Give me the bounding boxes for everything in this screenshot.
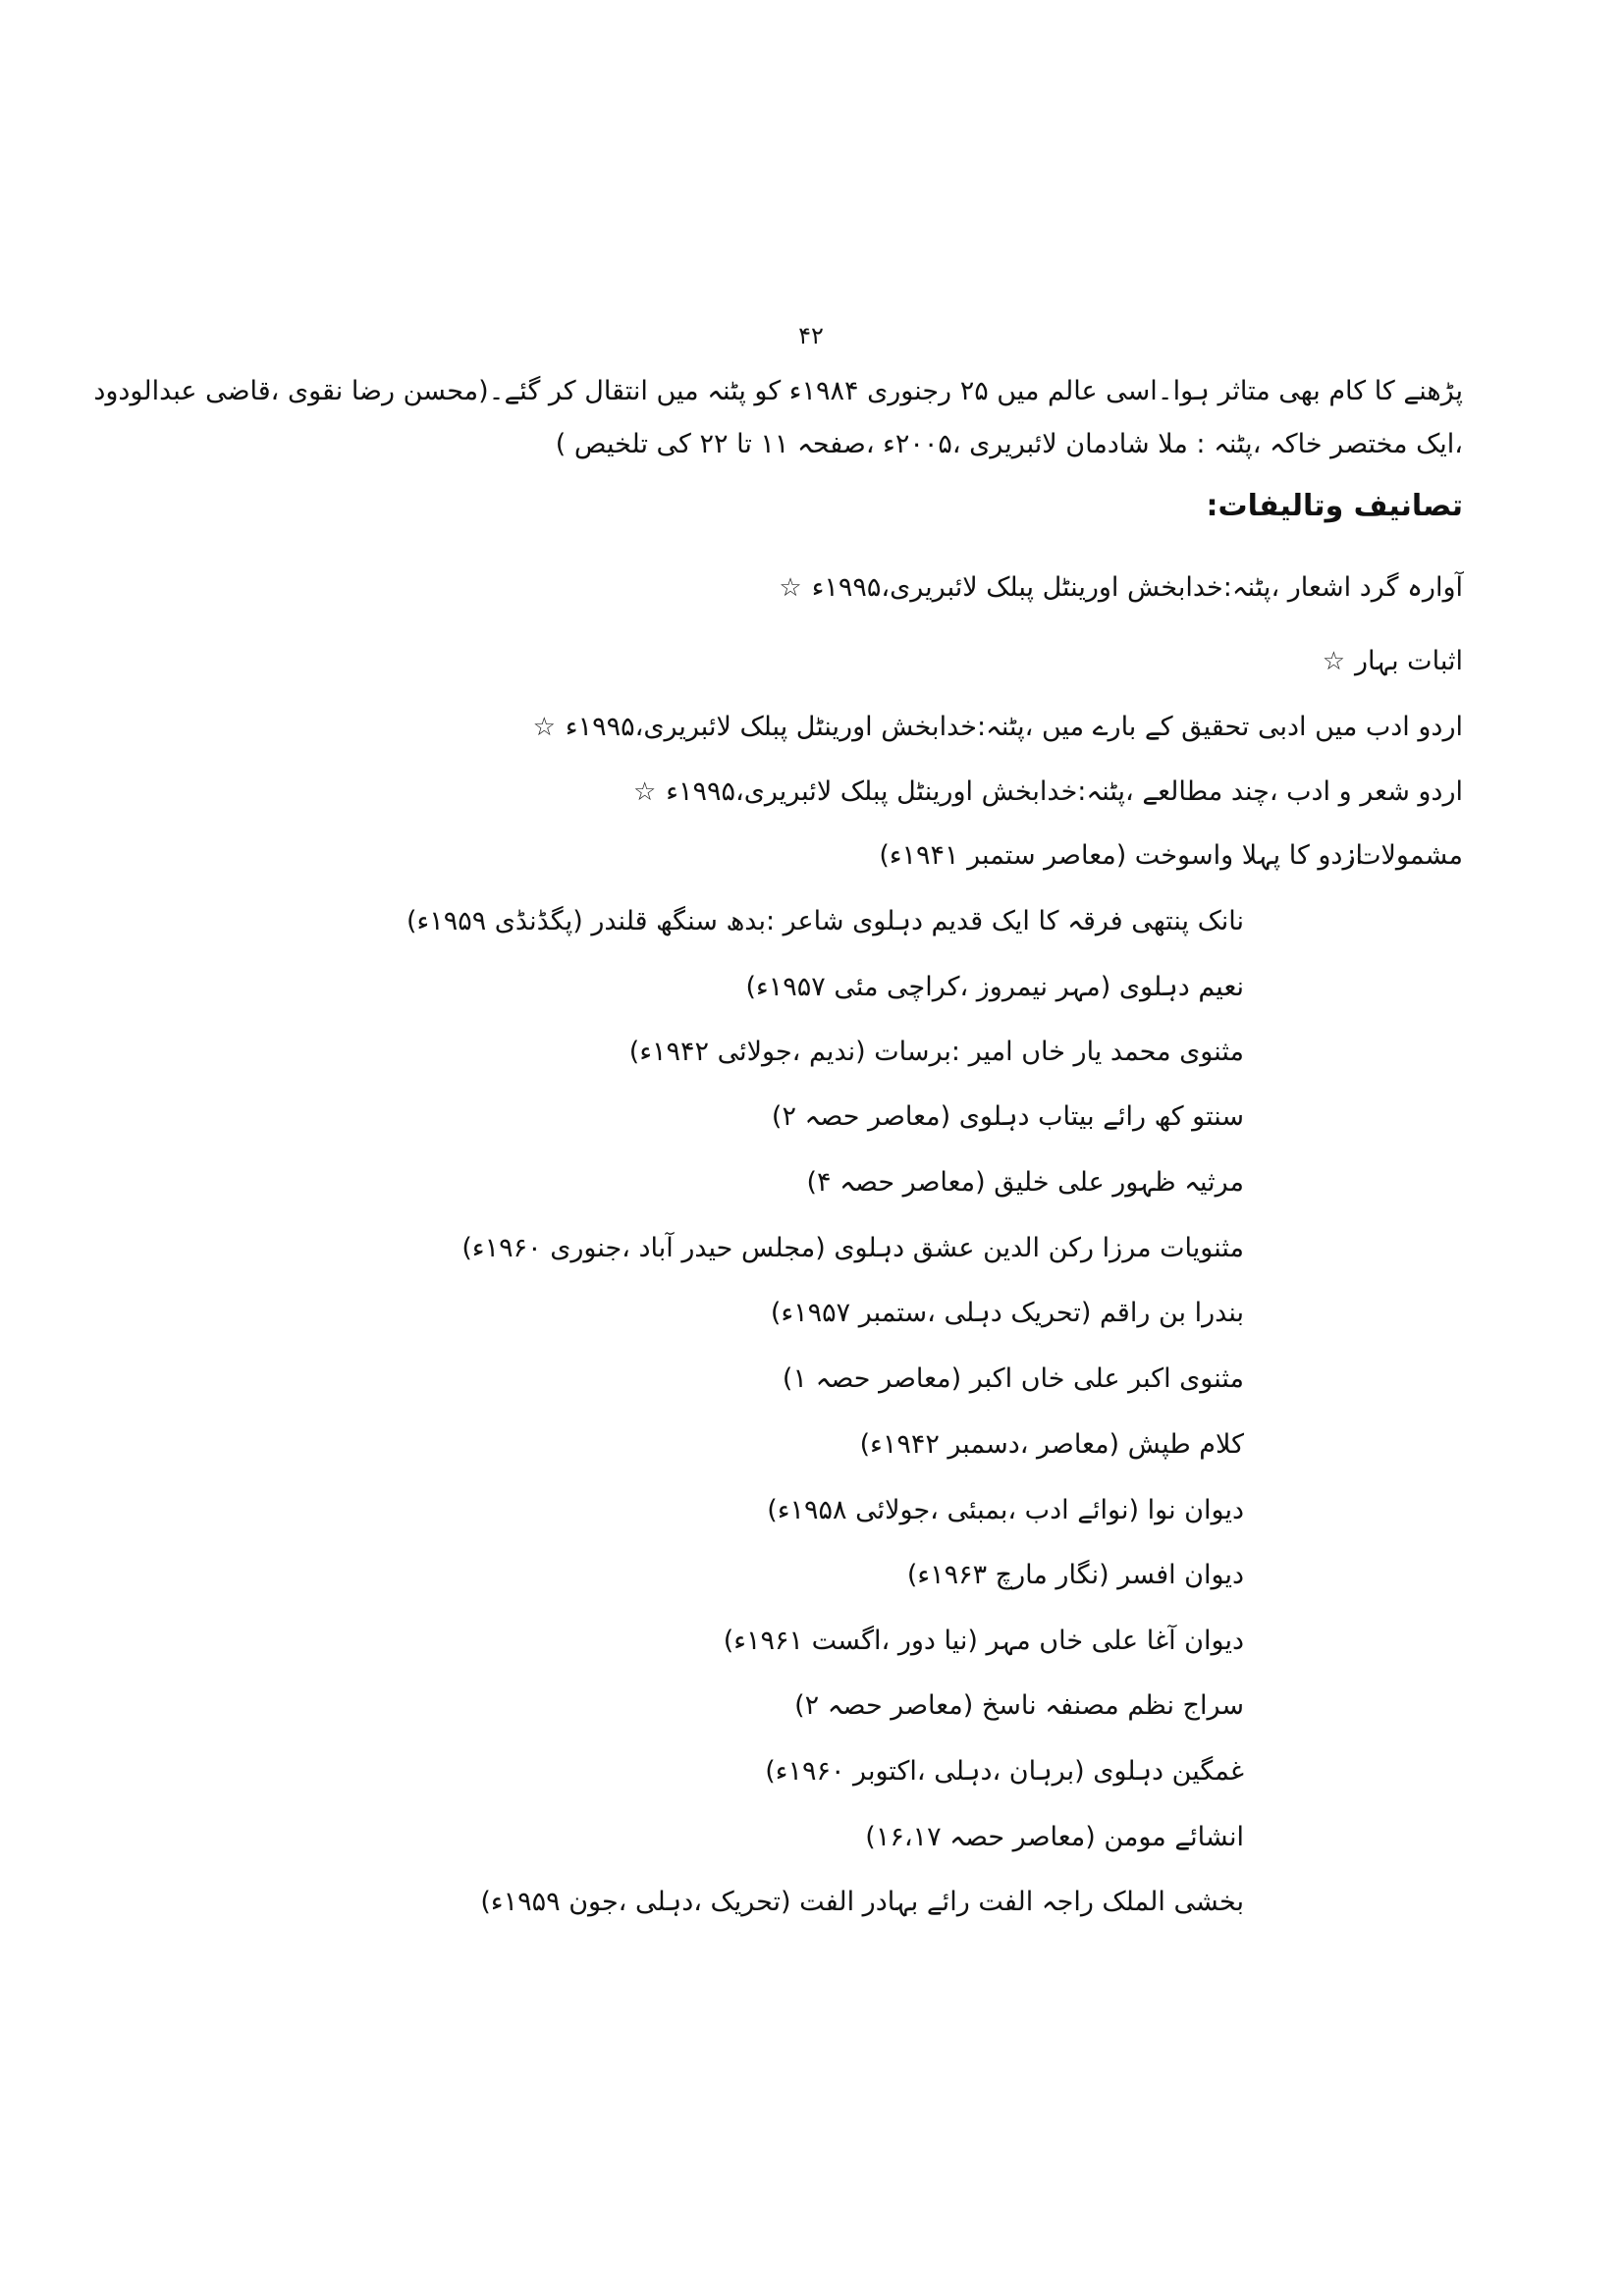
star-icon: ☆ bbox=[1322, 646, 1345, 676]
article-item: مثنویات مرزا رکن الدین عشق دہلوی (مجلس حیدر آباد ،جنوری ۱۹۶۰ء) bbox=[461, 1233, 1244, 1263]
article-item: انشائے مومن (معاصر حصہ ۱۶،۱۷) bbox=[865, 1822, 1244, 1852]
article-item: دیوان افسر (نگار مارچ ۱۹۶۳ء) bbox=[906, 1560, 1244, 1590]
article-item: نعیم دہلوی (مہر نیمروز ،کراچی مئی ۱۹۵۷ء) bbox=[745, 972, 1244, 1002]
article-item: اردو کا پہلا واسوخت (معاصر ستمبر ۱۹۴۱ء) bbox=[879, 840, 1363, 871]
article-item: مثنوی اکبر علی خاں اکبر (معاصر حصہ ۱) bbox=[782, 1363, 1244, 1394]
article-item: دیوان نوا (نوائے ادب ،بمبئی ،جولائی ۱۹۵۸ء) bbox=[767, 1495, 1244, 1525]
book-item bbox=[779, 572, 1463, 603]
book-title: آوارہ گرد اشعار ،پٹنہ:خدابخش اورینٹل پبلک لائبریری،۱۹۹۵ء bbox=[811, 572, 1463, 603]
article-item: سراج نظم مصنفہ ناسخ (معاصر حصہ ۲) bbox=[794, 1690, 1244, 1721]
article-item: نانک پنتھی فرقہ کا ایک قدیم دہلوی شاعر :بدھ سنگھ قلندر (پگڈنڈی ۱۹۵۹ء) bbox=[406, 906, 1244, 936]
intro-line-1: پڑھنے کا کام بھی متاثر ہوا۔اسی عالم میں ۲۵ رجنوری ۱۹۸۴ء کو پٹنہ میں انتقال کر گئے۔(محسن رضا نقوی ،قاضی عبدالودود bbox=[93, 376, 1463, 406]
book-title: اردو شعر و ادب ،چند مطالعے ،پٹنہ:خدابخش اورینٹل پبلک لائبریری،۱۹۹۵ء bbox=[666, 776, 1463, 807]
article-item: کلام طپش (معاصر ،دسمبر ۱۹۴۲ء) bbox=[859, 1429, 1244, 1460]
article-item: دیوان آغا علی خاں مہر (نیا دور ،اگست ۱۹۶۱ء) bbox=[723, 1626, 1244, 1656]
page-number: ۴۲ bbox=[798, 322, 824, 349]
article-item: غمگین دہلوی (برہان ،دہلی ،اکتوبر ۱۹۶۰ء) bbox=[765, 1756, 1244, 1787]
star-icon: ☆ bbox=[632, 776, 657, 807]
article-item: سنتو کھ رائے بیتاب دہلوی (معاصر حصہ ۲) bbox=[771, 1101, 1244, 1132]
article-item: بخشی الملک راجہ الفت رائے بہادر الفت (تحریک ،دہلی ،جون ۱۹۵۹ء) bbox=[480, 1887, 1244, 1917]
article-item: بندرا بن راقم (تحریک دہلی ،ستمبر ۱۹۵۷ء) bbox=[770, 1298, 1244, 1328]
book-item bbox=[1323, 646, 1463, 676]
section-heading: تصانیف وتالیفات: bbox=[1206, 489, 1463, 523]
book-title: اردو ادب میں ادبی تحقیق کے بارے میں ،پٹنہ:خدابخش اورینٹل پبلک لائبریری،۱۹۹۵ء bbox=[565, 712, 1463, 742]
article-item: مرثیہ ظہور علی خلیق (معاصر حصہ ۴) bbox=[806, 1167, 1244, 1198]
star-icon: ☆ bbox=[779, 572, 802, 603]
book-title: اثبات بہار bbox=[1355, 646, 1463, 676]
book-item bbox=[633, 776, 1463, 807]
book-item bbox=[533, 712, 1463, 742]
intro-line-2: ،ایک مختصر خاکہ ،پٹنہ : ملا شادمان لائبریری ،۲۰۰۵ء ،صفحہ ۱۱ تا ۲۲ کی تلخیص ) bbox=[555, 429, 1463, 459]
mashmoolat-label: مشمولات: bbox=[1346, 840, 1463, 871]
star-icon: ☆ bbox=[532, 712, 556, 742]
article-item: مثنوی محمد یار خاں امیر :برسات (ندیم ،جولائی ۱۹۴۲ء) bbox=[628, 1037, 1244, 1067]
